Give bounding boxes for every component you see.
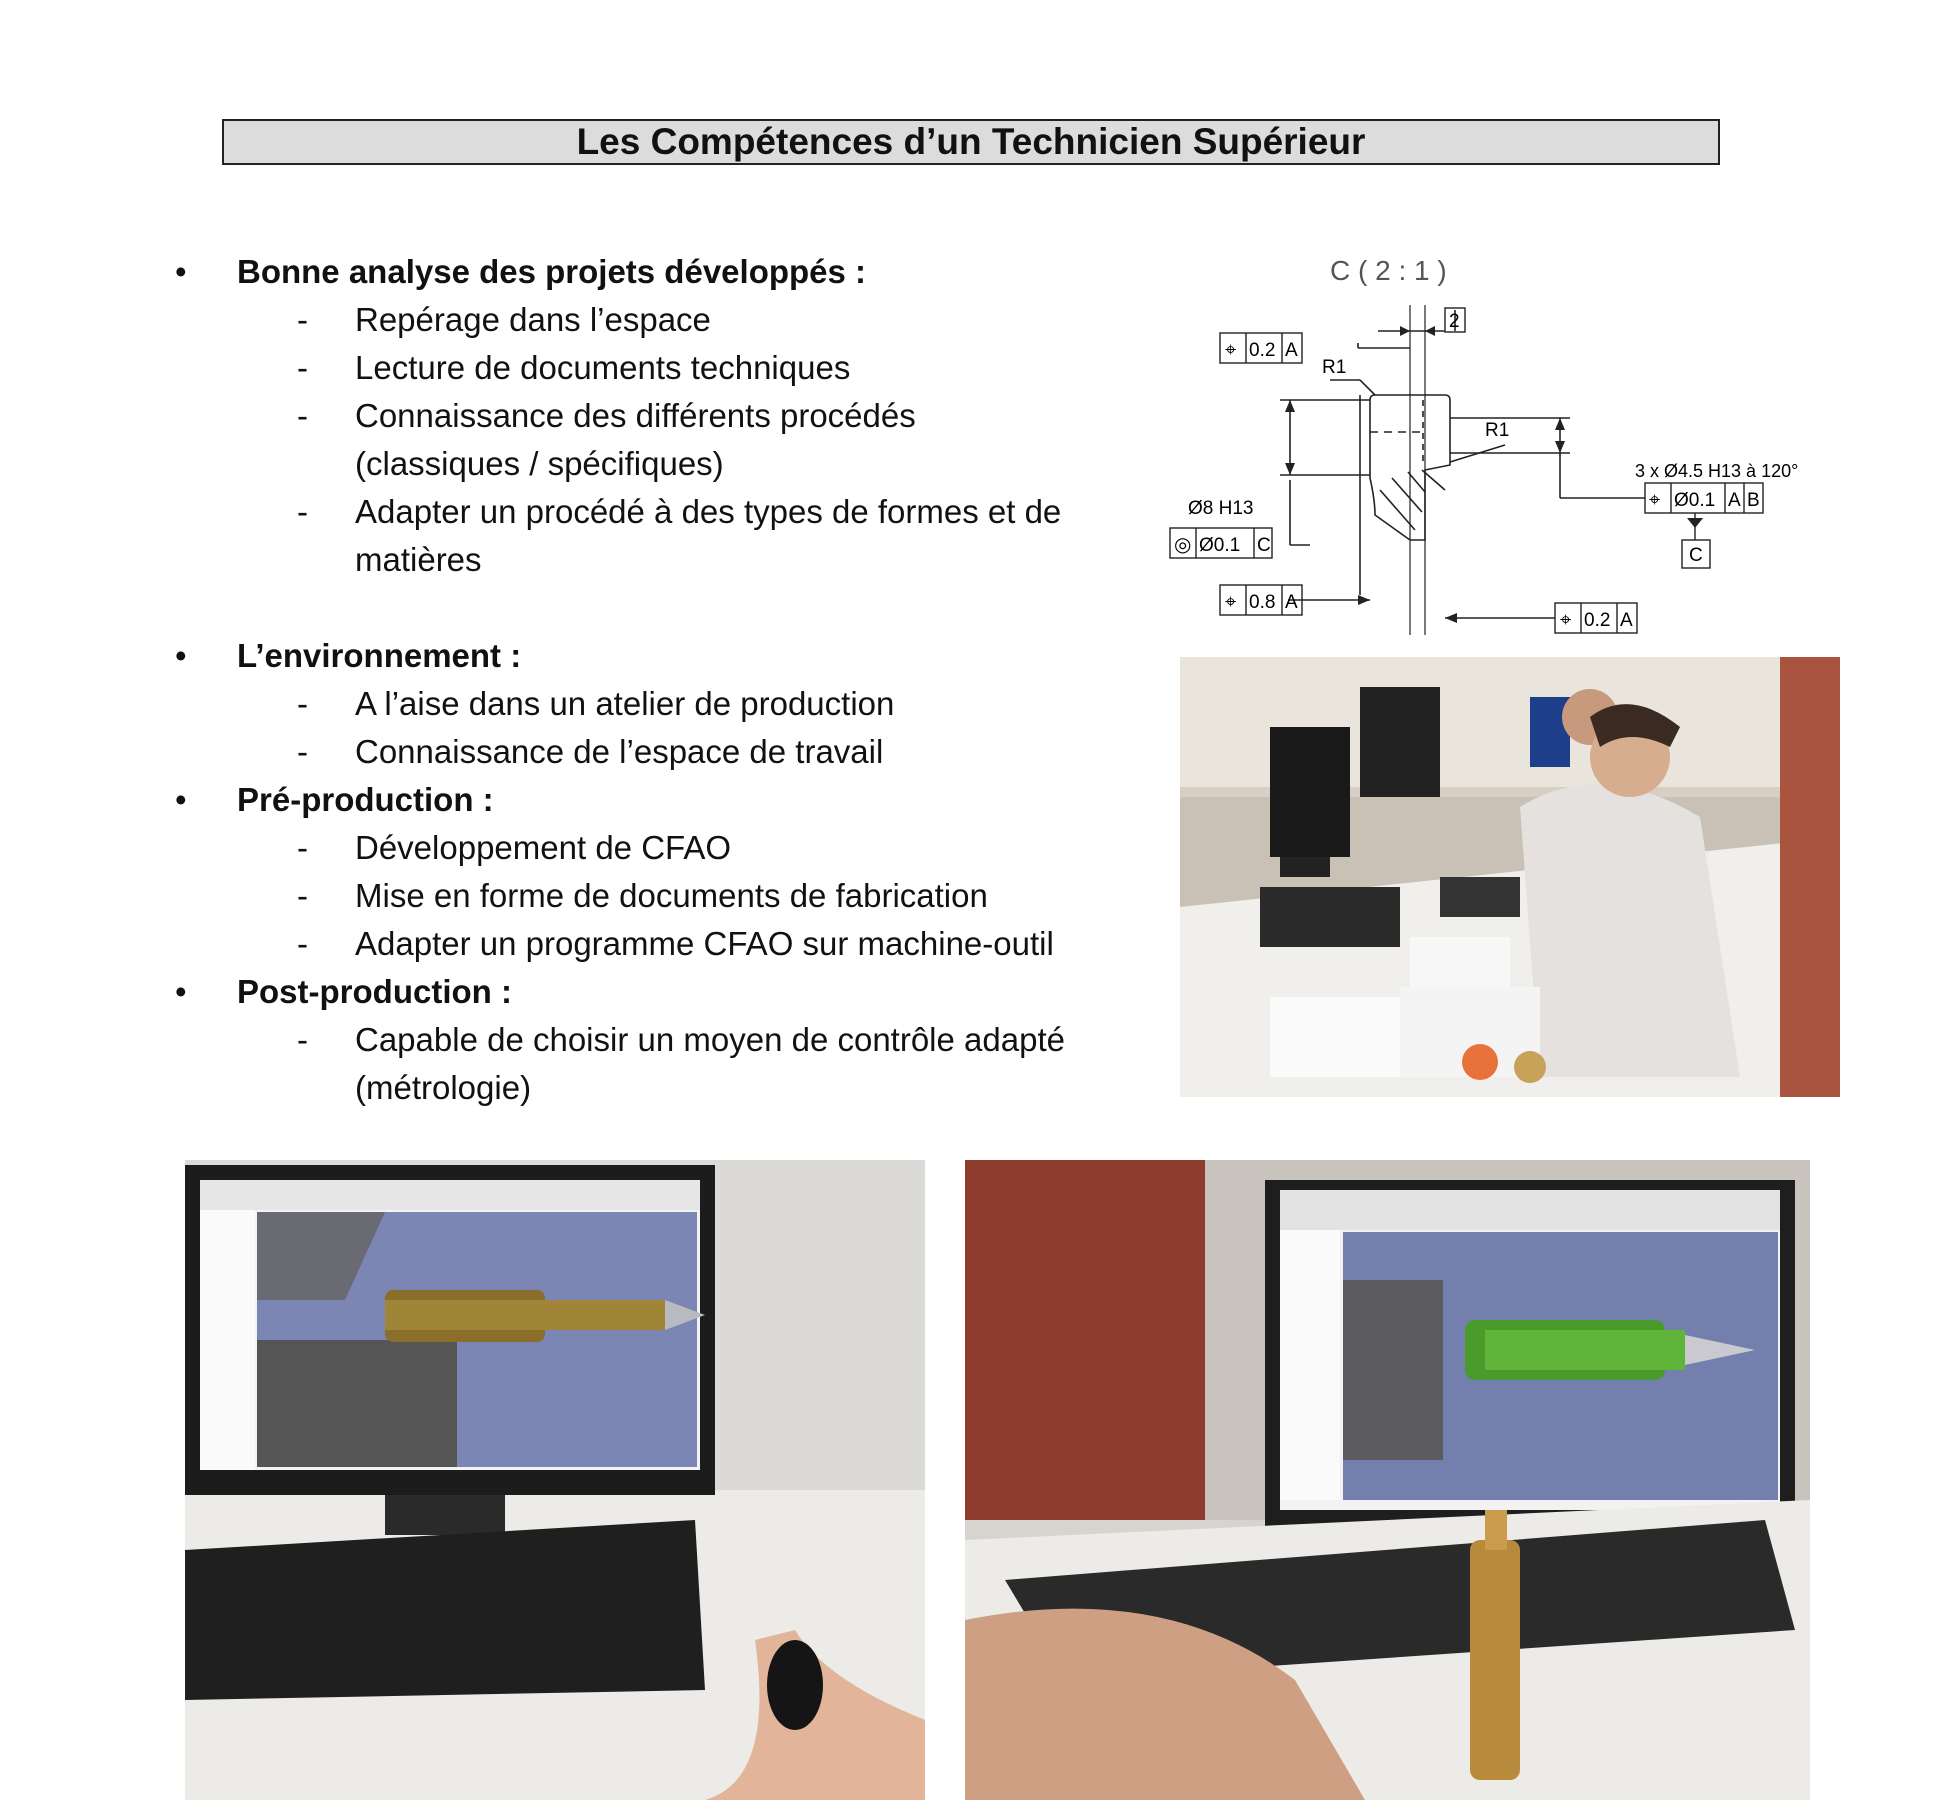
svg-text:Ø0.1: Ø0.1 bbox=[1674, 490, 1716, 511]
svg-text:A: A bbox=[1285, 592, 1298, 613]
holes-label: 3 x Ø4.5 H13 à 120° bbox=[1635, 461, 1799, 481]
view-label: C ( 2 : 1 ) bbox=[1330, 255, 1447, 286]
laptop-cad-photo bbox=[965, 1160, 1810, 1800]
dim-2: 2 bbox=[1449, 311, 1460, 332]
list-item: - Connaissance des différents procédés bbox=[175, 392, 1145, 440]
svg-text:C: C bbox=[1257, 535, 1271, 556]
section-heading: • L’environnement : bbox=[175, 632, 1145, 680]
section-heading: • Pré-production : bbox=[175, 776, 1145, 824]
r1-top-label: R1 bbox=[1322, 357, 1347, 378]
svg-text:A: A bbox=[1620, 610, 1633, 631]
section-heading: • Post-production : bbox=[175, 968, 1145, 1016]
list-item: - Mise en forme de documents de fabrication bbox=[175, 872, 1145, 920]
svg-text:0.2: 0.2 bbox=[1584, 610, 1611, 631]
list-item-continuation: matières bbox=[355, 541, 482, 578]
list-item: - A l’aise dans un atelier de production bbox=[175, 680, 1145, 728]
technical-drawing bbox=[1160, 250, 1820, 635]
list-item: - Développement de CFAO bbox=[175, 824, 1145, 872]
list-item: - Connaissance de l’espace de travail bbox=[175, 728, 1145, 776]
svg-text:B: B bbox=[1747, 490, 1760, 511]
list-item-continuation: (métrologie) bbox=[355, 1069, 532, 1106]
svg-text:⌖: ⌖ bbox=[1649, 489, 1661, 511]
svg-text:◎: ◎ bbox=[1174, 534, 1192, 556]
svg-text:⌖: ⌖ bbox=[1560, 609, 1572, 631]
list-item: - Adapter un programme CFAO sur machine-outil bbox=[175, 920, 1145, 968]
svg-text:⌖: ⌖ bbox=[1225, 591, 1237, 613]
svg-text:A: A bbox=[1285, 340, 1298, 361]
datum-c: C bbox=[1689, 545, 1703, 566]
page-title: Les Compétences d’un Technicien Supérieur bbox=[222, 119, 1720, 165]
list-item: - Repérage dans l’espace bbox=[175, 296, 1145, 344]
svg-text:0.2: 0.2 bbox=[1249, 340, 1276, 361]
list-item: - Lecture de documents techniques bbox=[175, 344, 1145, 392]
list-item: - Adapter un procédé à des types de formes et de bbox=[175, 488, 1145, 536]
section-heading: • Bonne analyse des projets développés : bbox=[175, 248, 1145, 296]
svg-text:Ø0.1: Ø0.1 bbox=[1199, 535, 1241, 556]
svg-text:0.8: 0.8 bbox=[1249, 592, 1276, 613]
svg-text:A: A bbox=[1728, 490, 1741, 511]
list-item: - Capable de choisir un moyen de contrôle adapté bbox=[175, 1016, 1145, 1064]
list-item-continuation: (classiques / spécifiques) bbox=[355, 445, 724, 482]
d8-label: Ø8 H13 bbox=[1188, 498, 1254, 519]
competences-list bbox=[175, 248, 1145, 1112]
desktop-cad-photo bbox=[185, 1160, 925, 1800]
svg-text:⌖: ⌖ bbox=[1225, 339, 1237, 361]
workshop-photo bbox=[1180, 657, 1840, 1097]
r1-right-label: R1 bbox=[1485, 420, 1510, 441]
